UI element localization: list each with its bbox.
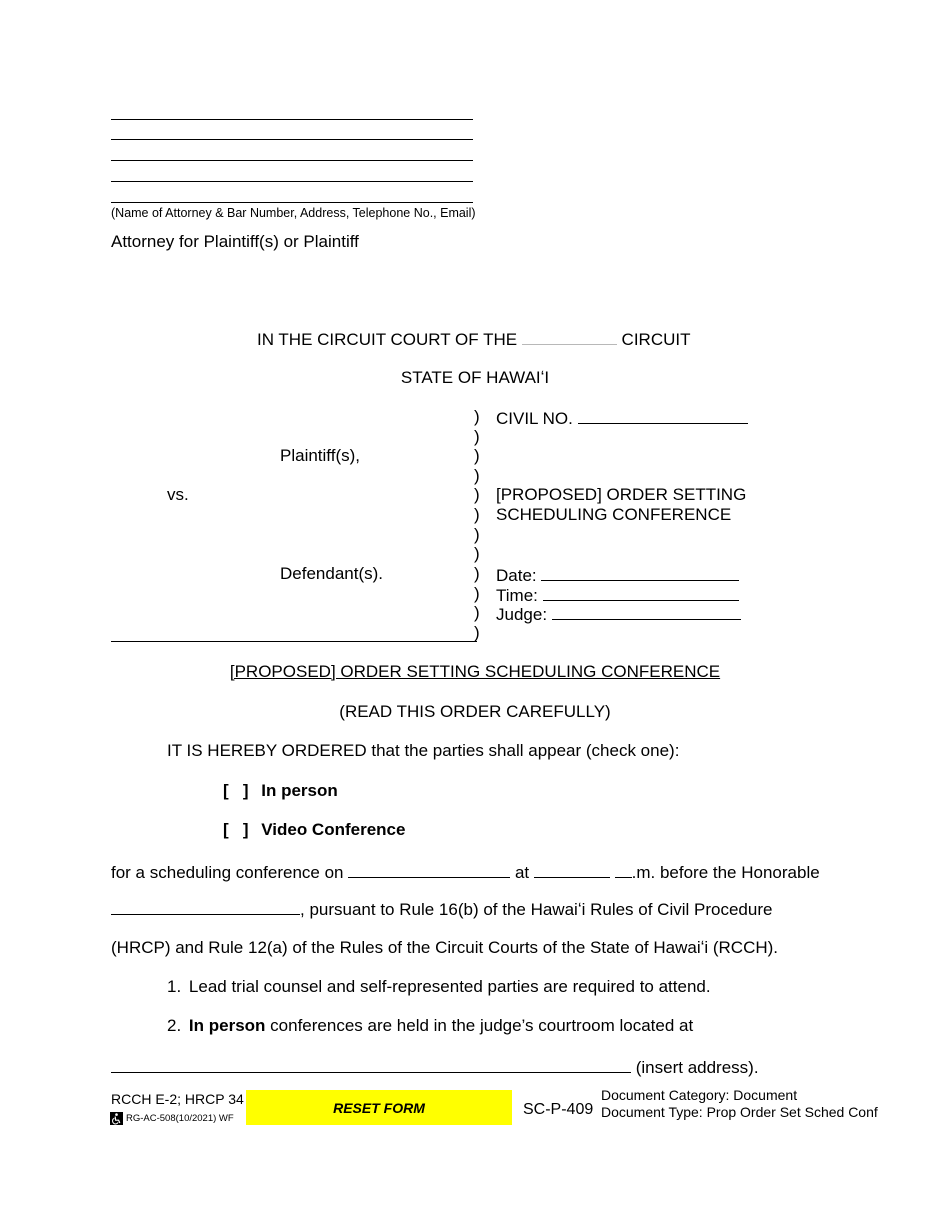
attorney-line-4[interactable] — [111, 181, 473, 182]
order-title-text: [PROPOSED] ORDER SETTING SCHEDULING CONFERENCE — [229, 662, 721, 681]
checkbox-video-conference[interactable]: [ ] — [223, 820, 249, 839]
circuit-name-field[interactable] — [522, 328, 617, 345]
schedule-line-1 — [111, 861, 820, 883]
state-heading: STATE OF HAWAIʻI — [400, 368, 550, 387]
address-suffix: (insert address). — [635, 1058, 759, 1077]
vs-label: vs. — [167, 485, 189, 504]
paren: ) — [474, 544, 480, 563]
paren: ) — [474, 603, 480, 622]
numbered-item-2 — [167, 1016, 693, 1036]
schedule-line-3: (HRCP) and Rule 12(a) of the Rules of the Circuit Courts of the State of Hawaiʻi (RCCH). — [111, 938, 779, 957]
numbered-item-1 — [167, 977, 711, 997]
order-subtitle: (READ THIS ORDER CAREFULLY) — [339, 702, 611, 721]
am-pm-field[interactable] — [615, 861, 632, 878]
court-heading — [257, 328, 691, 350]
paren: ) — [474, 525, 480, 544]
footer-form-number: SC-P-409 — [523, 1101, 594, 1118]
item-2-text: conferences are held in the judge’s courtroom located at — [265, 1016, 694, 1035]
date-row — [496, 564, 739, 586]
judge-row — [496, 603, 741, 625]
item-2-bold: In person — [188, 1016, 266, 1035]
paren: ) — [474, 407, 480, 426]
option-video-label: Video Conference — [261, 820, 406, 839]
schedule-line-2 — [111, 898, 772, 920]
time-field[interactable] — [543, 584, 739, 601]
attorney-line-1[interactable] — [111, 119, 473, 120]
paren: ) — [474, 466, 480, 485]
doc-title-line-1: [PROPOSED] ORDER SETTING — [496, 485, 747, 504]
schedule-text-a: for a scheduling conference on — [111, 863, 344, 882]
item-1-text: Lead trial counsel and self-represented parties are required to attend. — [188, 977, 711, 996]
option-in-person-label: In person — [261, 781, 338, 800]
courtroom-address-field[interactable] — [111, 1056, 631, 1073]
conference-date-field[interactable] — [348, 861, 510, 878]
attorney-line-3[interactable] — [111, 160, 473, 161]
schedule-text-c: .m. before the Honorable — [631, 863, 820, 882]
caption-bottom-rule — [111, 641, 477, 642]
paren: ) — [474, 427, 480, 446]
court-heading-prefix: IN THE CIRCUIT COURT OF THE — [257, 330, 518, 349]
accessibility-icon — [110, 1112, 123, 1125]
attorney-role: Attorney for Plaintiff(s) or Plaintiff — [111, 232, 359, 251]
checkbox-in-person[interactable]: [ ] — [223, 781, 249, 800]
schedule-text-rule16: , pursuant to Rule 16(b) of the Hawaiʻi Rules of Civil Procedure — [300, 900, 773, 919]
option-in-person[interactable] — [223, 781, 338, 801]
attorney-caption: (Name of Attorney & Bar Number, Address, Telephone No., Email) — [111, 206, 476, 220]
conference-time-field[interactable] — [534, 861, 610, 878]
plaintiff-label: Plaintiff(s), — [280, 446, 360, 465]
judge-name-field[interactable] — [111, 898, 300, 915]
item-2-number: 2. — [167, 1016, 182, 1035]
doc-title-line-2: SCHEDULING CONFERENCE — [496, 505, 732, 524]
paren: ) — [474, 505, 480, 524]
address-row — [111, 1056, 759, 1078]
paren: ) — [474, 584, 480, 603]
footer-form-code-row — [110, 1112, 234, 1125]
footer-doc-category: Document Category: Document — [601, 1087, 798, 1103]
judge-field[interactable] — [552, 603, 741, 620]
footer-doc-type: Document Type: Prop Order Set Sched Conf — [601, 1104, 878, 1120]
footer-rules: RCCH E-2; HRCP 34 — [111, 1091, 244, 1107]
attorney-line-5[interactable] — [111, 202, 473, 203]
footer-form-code: RG-AC-508(10/2021) WF — [126, 1113, 234, 1124]
civil-no-field[interactable] — [578, 407, 748, 424]
judge-label: Judge: — [496, 605, 548, 624]
attorney-line-2[interactable] — [111, 139, 473, 140]
date-field[interactable] — [541, 564, 739, 581]
paren: ) — [474, 446, 480, 465]
order-title — [0, 662, 950, 682]
option-video-conference[interactable] — [223, 820, 405, 840]
paren: ) — [474, 623, 480, 642]
schedule-text-b: at — [514, 863, 530, 882]
paren: ) — [474, 485, 480, 504]
item-1-number: 1. — [167, 977, 182, 996]
civil-no-label: CIVIL NO. — [496, 409, 573, 428]
order-intro: IT IS HEREBY ORDERED that the parties shall appear (check one): — [167, 741, 680, 760]
reset-form-button[interactable]: RESET FORM — [246, 1090, 512, 1125]
time-label: Time: — [496, 586, 538, 605]
defendant-label: Defendant(s). — [280, 564, 383, 583]
paren: ) — [474, 564, 480, 583]
civil-no-row — [496, 407, 748, 429]
court-heading-suffix: CIRCUIT — [621, 330, 691, 349]
date-label: Date: — [496, 566, 537, 585]
